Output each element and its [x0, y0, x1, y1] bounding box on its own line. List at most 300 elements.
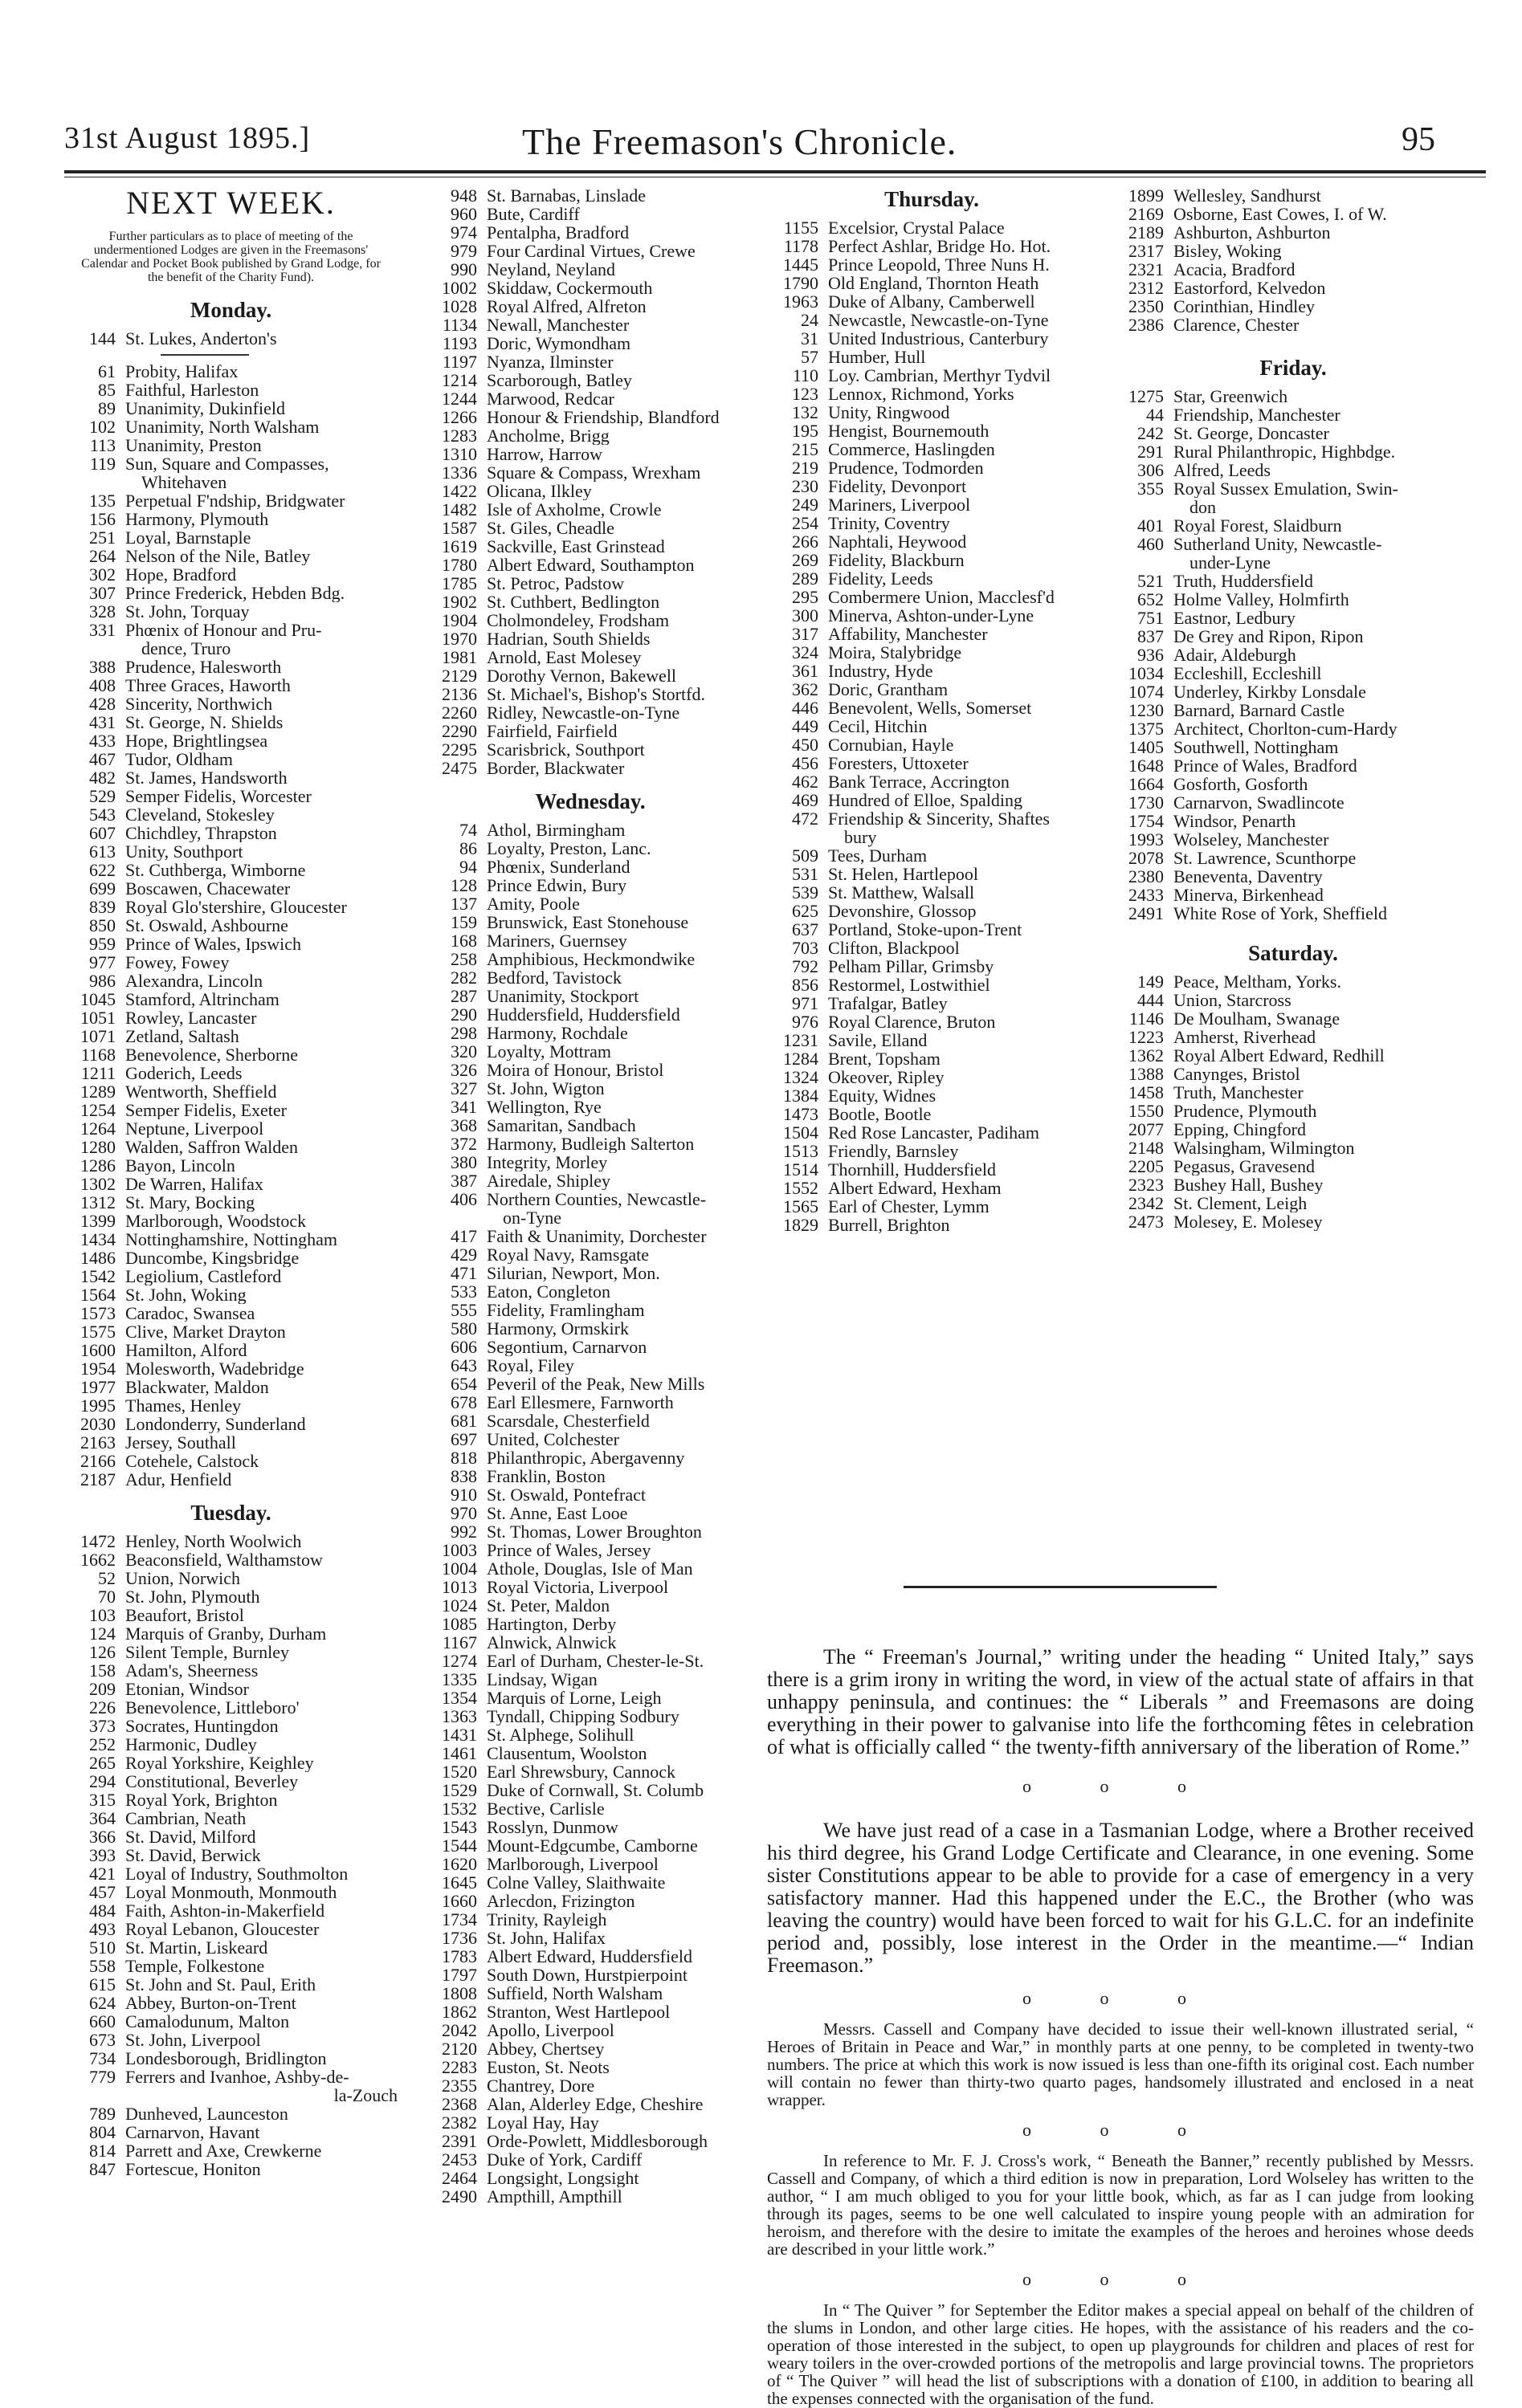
lodge-name: Ridley, Newcastle-on-Tyne	[487, 703, 680, 722]
lodge-entry	[1112, 387, 1474, 405]
lodge-name: Royal York, Brighton	[125, 1791, 278, 1809]
lodge-name: Carnarvon, Havant	[125, 2123, 260, 2141]
lodge-entry	[1112, 479, 1474, 498]
lodge-number: 287	[451, 986, 477, 1006]
lodge-name: Tudor, Oldham	[125, 750, 233, 768]
lodge-number: 1264	[80, 1118, 116, 1139]
lodge-entry	[767, 1049, 1096, 1068]
lodge-name: St. David, Milford	[125, 1827, 256, 1846]
lodge-name: Marquis of Lorne, Leigh	[487, 1689, 662, 1707]
lodge-name: Temple, Folkestone	[125, 1957, 265, 1975]
lodge-entry	[426, 1227, 755, 1245]
lodge-number: 291	[1137, 442, 1164, 462]
lodge-number: 469	[792, 790, 818, 810]
lodge-entry	[426, 205, 755, 223]
lodge-number: 1664	[1128, 774, 1164, 794]
lodge-number: 417	[451, 1226, 477, 1246]
lodge-number: 1504	[783, 1123, 818, 1143]
lodge-name: Nyanza, Ilminster	[487, 352, 614, 371]
lodge-name: Square & Compass, Wrexham	[487, 463, 701, 482]
column-2	[426, 186, 755, 2206]
lodge-number: 1244	[442, 389, 477, 409]
lodge-name: Neyland, Neyland	[487, 260, 616, 279]
lodge-number: 1384	[783, 1086, 818, 1106]
lodge-entry	[426, 1061, 755, 1079]
lodge-number: 1993	[1128, 829, 1164, 850]
lodge-number: 265	[89, 1753, 116, 1773]
lodge-name: Okeover, Ripley	[828, 1068, 945, 1086]
lodge-number: 1970	[442, 629, 477, 649]
lodge-number: 2490	[442, 2186, 477, 2206]
lodge-name: Silurian, Newport, Mon.	[487, 1264, 660, 1282]
lodge-number: 2163	[80, 1432, 116, 1453]
lodge-entry	[64, 2068, 398, 2086]
next-week-heading: NEXT WEEK.	[126, 185, 336, 221]
lodge-number: 681	[451, 1411, 477, 1431]
lodge-name: Colne Valley, Slaithwaite	[487, 1873, 666, 1892]
lodge-number: 251	[89, 528, 116, 548]
lodge-entry	[426, 1726, 755, 1744]
lodge-number: 1167	[442, 1632, 477, 1652]
lodge-entry	[767, 1123, 1096, 1142]
lodge-entry	[64, 972, 398, 990]
section-title-wednesday: Wednesday.	[535, 789, 646, 813]
lodge-entry	[767, 717, 1096, 735]
section-title-friday: Friday.	[1259, 356, 1327, 380]
lodge-entry	[1112, 609, 1474, 627]
lodge-name: Royal Lebanon, Gloucester	[125, 1920, 320, 1938]
lodge-number: 226	[89, 1697, 116, 1717]
lodge-entry	[426, 1153, 755, 1171]
lodge-name: Newcastle, Newcastle-on-Tyne	[828, 311, 1049, 329]
lodge-name: St. Lukes, Anderton's	[125, 329, 277, 348]
lodge-name: Sutherland Unity, Newcastle-	[1173, 535, 1382, 553]
lodge-number: 1797	[442, 1965, 477, 1985]
lodge-name: Perfect Ashlar, Bridge Ho. Hot.	[828, 237, 1051, 255]
lodge-entry	[426, 1652, 755, 1670]
lodge-name: Amherst, Riverhead	[1173, 1028, 1316, 1046]
lodge-name: Brunswick, East Stonehouse	[487, 913, 689, 931]
lodge-number: 847	[89, 2159, 116, 2179]
lodge-name: Doric, Wymondham	[487, 334, 631, 352]
lodge-entry	[64, 2049, 398, 2068]
lodge-number: 1902	[442, 592, 477, 612]
lodge-name: Loyal Hay, Hay	[487, 2113, 599, 2132]
lodge-entry	[767, 846, 1096, 865]
lodge-name: Bayon, Lincoln	[125, 1156, 235, 1175]
lodge-number: 1995	[80, 1395, 116, 1416]
lodge-entry	[64, 1532, 398, 1550]
lodge-name: Bank Terrace, Accrington	[828, 772, 1010, 791]
lodge-entry	[426, 1356, 755, 1375]
article-tasmanian-lodge: We have just read of a case in a Tasmanian Lodge, where a Brother received his third degree, his Grand Lodge Certificate and Clearance, in one evening. Some sister Constitutions appear to be able to provide for a case of emergency in a very satisfactory manner. Had this happened under the E.C., the Brother (who was leaving the country) would have been forced to wait for his G.L.C. for an indefinite period and, possibly, lose interest in the Order in the meantime.—“ Indian Freemason.”	[767, 1819, 1474, 1977]
lodge-entry	[64, 695, 398, 713]
lodge-entry	[64, 381, 398, 399]
lodge-entry	[426, 519, 755, 537]
lodge-name: Abbey, Burton-on-Trent	[125, 1994, 296, 2012]
lodge-name: Cleveland, Stokesley	[125, 805, 275, 824]
lodge-number: 113	[89, 435, 116, 455]
lodge-entry	[1112, 1212, 1474, 1231]
lodge-entry	[1112, 701, 1474, 719]
lodge-entry	[1112, 1157, 1474, 1175]
lodge-number: 1461	[442, 1743, 477, 1763]
header-rule	[64, 170, 1486, 173]
lodge-number: 135	[89, 491, 116, 511]
lodge-name: Philanthropic, Abergavenny	[487, 1448, 685, 1467]
lodge-entry	[426, 1707, 755, 1726]
lodge-name: Huddersfield, Huddersfield	[487, 1005, 680, 1024]
lodge-number: 289	[792, 568, 818, 589]
lodge-entry	[64, 1378, 398, 1396]
lodge-name: Longsight, Longsight	[487, 2169, 639, 2187]
lodge-name: Foresters, Uttoxeter	[828, 754, 969, 772]
lodge-entry	[426, 297, 755, 316]
lodge-entry	[426, 371, 755, 389]
lodge-number: 1354	[442, 1688, 477, 1708]
lodge-number: 158	[89, 1660, 116, 1681]
lodge-entry	[767, 348, 1096, 366]
lodge-entry	[64, 1606, 398, 1624]
lodge-number: 974	[451, 222, 477, 242]
lodge-number: 324	[792, 642, 818, 662]
lodge-entry	[1112, 1102, 1474, 1120]
lodge-number: 1405	[1128, 737, 1164, 757]
lodge-name: St. John and St. Paul, Erith	[125, 1975, 316, 1994]
lodge-name: Burrell, Brighton	[828, 1216, 950, 1234]
lodge-name: Faith, Ashton-in-Makerfield	[125, 1901, 325, 1920]
lodge-number: 124	[89, 1624, 116, 1644]
lodge-entry	[64, 528, 398, 547]
lodge-number: 341	[451, 1097, 477, 1117]
lodge-entry	[1112, 424, 1474, 442]
article-cassell-heroes: Messrs. Cassell and Company have decided to issue their well-known illustrated serial, “ Heroes of Britain in Peace and War,” in monthly parts at one penny, to be completed in twenty-two numbers. The price at which this work is now issued is less than one-fifth its original cost. Each number will contain no fewer than thirty-two quarto pages, handsomely illustrated and enclosed in a neat wrapper.	[767, 2019, 1474, 2109]
lodge-number: 543	[89, 805, 116, 825]
lodge-entry	[767, 1142, 1096, 1160]
lodge-name: St. Lawrence, Scunthorpe	[1173, 849, 1357, 867]
lodge-name: St. Petroc, Padstow	[487, 574, 625, 593]
lodge-number: 625	[792, 901, 818, 921]
lodge-name: Moira of Honour, Bristol	[487, 1061, 664, 1079]
lodge-entry	[767, 569, 1096, 588]
lodge-entry	[426, 1947, 755, 1966]
lodge-entry	[426, 1024, 755, 1042]
lodge-number: 149	[1137, 972, 1164, 992]
lodge-entry	[64, 1680, 398, 1698]
lodge-entry	[64, 1550, 398, 1569]
lodge-number: 457	[89, 1882, 116, 1902]
lodge-number: 1790	[783, 273, 818, 293]
lodge-entry	[64, 805, 398, 824]
lodge-entry	[1112, 867, 1474, 886]
lodge-entry	[426, 1042, 755, 1061]
lodge-number: 2382	[442, 2113, 477, 2133]
lodge-entry	[426, 2169, 755, 2187]
lodge-name: Mariners, Liverpool	[828, 495, 971, 514]
lodge-entry	[426, 839, 755, 858]
lodge-number: 94	[459, 857, 477, 877]
lodge-name: De Moulham, Swanage	[1173, 1009, 1340, 1028]
lodge-name: Lennox, Richmond, Yorks	[828, 385, 1014, 403]
lodge-name: Gosforth, Gosforth	[1173, 775, 1308, 793]
lodge-entry	[426, 1670, 755, 1689]
lodge-number: 960	[451, 204, 477, 224]
lodge-entry: on-Tyne	[503, 1208, 561, 1228]
lodge-entry	[767, 662, 1096, 680]
lodge-number: 372	[451, 1134, 477, 1154]
lodge-number: 1071	[80, 1026, 116, 1046]
lodge-name: Friendship & Sincerity, Shaftes	[828, 809, 1050, 828]
lodge-name: Earl of Durham, Chester-le-St.	[487, 1652, 704, 1670]
lodge-entry	[64, 1772, 398, 1791]
lodge-entry: bury	[844, 827, 877, 847]
lodge-name: Prudence, Halesworth	[125, 658, 282, 676]
lodge-number: 1284	[783, 1049, 818, 1069]
lodge-entry	[1112, 664, 1474, 682]
lodge-number: 1289	[80, 1082, 116, 1102]
lodge-entry	[426, 1929, 755, 1947]
lodge-name: Henley, North Woolwich	[125, 1532, 302, 1550]
lodge-name: Prince of Wales, Bradford	[1173, 756, 1357, 775]
lodge-entry	[64, 2104, 398, 2123]
lodge-name: Corinthian, Hindley	[1173, 297, 1315, 316]
lodge-number: 2380	[1128, 866, 1164, 886]
lodge-entry	[1112, 572, 1474, 590]
lodge-entry	[426, 2150, 755, 2169]
lodge-entry	[64, 1735, 398, 1754]
lodge-name: Bootle, Bootle	[828, 1105, 932, 1123]
lodge-name: Thornhill, Huddersfield	[828, 1160, 996, 1179]
lodge-number: 326	[451, 1060, 477, 1080]
lodge-entry	[426, 1171, 755, 1190]
lodge-number: 315	[89, 1790, 116, 1810]
lodge-name: Dorothy Vernon, Bakewell	[487, 666, 677, 685]
lodge-entry	[1112, 516, 1474, 535]
lodge-name: St. Cuthberga, Wimborne	[125, 861, 306, 879]
lodge-name: Jersey, Southall	[125, 1433, 236, 1452]
lodge-entry	[767, 403, 1096, 422]
lodge-name: Alnwick, Alnwick	[487, 1633, 617, 1652]
lodge-name: Walsingham, Wilmington	[1173, 1139, 1355, 1157]
lodge-number: 1963	[783, 291, 818, 312]
lodge-name: St. John, Liverpool	[125, 2031, 261, 2049]
lodge-entry	[64, 491, 398, 510]
lodge-entry	[426, 408, 755, 426]
lodge-number: 123	[792, 384, 818, 404]
lodge-name: Beneventa, Daventry	[1173, 867, 1323, 886]
lodge-number: 789	[89, 2104, 116, 2124]
lodge-name: Royal Glo'stershire, Gloucester	[125, 898, 347, 916]
lodge-entry	[767, 994, 1096, 1013]
lodge-name: Truth, Huddersfield	[1173, 572, 1313, 590]
lodge-entry	[426, 445, 755, 463]
lodge-number: 792	[792, 956, 818, 976]
article-beneath-the-banner: In reference to Mr. F. J. Cross's work, “ Beneath the Banner,” recently published by Messrs. Cassell and Company, of which a third edition is now in preparation, Lord Wolseley has written to the author, “ I am much obliged to you for your little book, which, as far as I can judge from looking through its pages, seems to be one well calculated to inspire young people with an admiration for heroism, and therefore with the desire to imitate the examples of the heroes and heroines whose deeds are described in your little work.”	[767, 2151, 1474, 2259]
lodge-entry	[767, 939, 1096, 957]
lodge-name: Newall, Manchester	[487, 316, 630, 334]
lodge-number: 2317	[1128, 241, 1164, 261]
lodge-number: 388	[89, 657, 116, 677]
lodge-number: 1620	[442, 1854, 477, 1874]
lodge-number: 1734	[442, 1909, 477, 1929]
lodge-name: De Grey and Ripon, Ripon	[1173, 627, 1364, 646]
lodge-number: 1445	[783, 255, 818, 275]
lodge-entry	[767, 1068, 1096, 1086]
lodge-entry	[64, 1452, 398, 1470]
lodge-number: 298	[451, 1023, 477, 1043]
lodge-entry	[1112, 1194, 1474, 1212]
lodge-entry	[64, 750, 398, 768]
lodge-number: 1565	[783, 1196, 818, 1216]
lodge-name: Fowey, Fowey	[125, 953, 230, 972]
lodge-number: 433	[89, 731, 116, 751]
lodge-name: Mariners, Guernsey	[487, 931, 627, 950]
lodge-number: 219	[792, 458, 818, 478]
lodge-name: Loyal Monmouth, Monmouth	[125, 1883, 337, 1901]
lodge-entry	[64, 1717, 398, 1735]
lodge-number: 1155	[783, 218, 818, 238]
column-3	[767, 186, 1096, 1234]
lodge-name: Athol, Birmingham	[487, 821, 626, 839]
lodge-name: Marquis of Granby, Durham	[125, 1624, 327, 1643]
lodge-number: 1730	[1128, 792, 1164, 813]
lodge-name: Integrity, Morley	[487, 1153, 608, 1171]
lodge-entry	[64, 602, 398, 621]
lodge-number: 1808	[442, 1983, 477, 2003]
lodge-number: 624	[89, 1993, 116, 2013]
lodge-name: Sun, Square and Compasses,	[125, 454, 329, 473]
list-divider	[161, 354, 249, 356]
lodge-entry	[64, 990, 398, 1008]
lodge-name: Prudence, Todmorden	[828, 458, 984, 477]
lodge-number: 408	[89, 675, 116, 695]
lodge-number: 307	[89, 583, 116, 603]
lodge-number: 2187	[80, 1469, 116, 1489]
lodge-number: 779	[89, 2067, 116, 2087]
lodge-number: 428	[89, 694, 116, 714]
lodge-entry	[426, 1448, 755, 1467]
lodge-name: St. Michael's, Bishop's Stortfd.	[487, 685, 705, 703]
lodge-entry	[64, 1230, 398, 1249]
lodge-number: 1899	[1128, 185, 1164, 206]
lodge-number: 327	[451, 1078, 477, 1098]
lodge-number: 979	[451, 241, 477, 261]
lodge-entry	[1112, 1009, 1474, 1028]
lodge-name: Molesworth, Wadebridge	[125, 1359, 304, 1378]
lodge-entry	[1112, 442, 1474, 461]
lodge-entry	[767, 883, 1096, 902]
lodge-entry	[1112, 242, 1474, 260]
lodge-name: Devonshire, Glossop	[828, 902, 977, 920]
lodge-name: Ferrers and Ivanhoe, Ashby-de-	[125, 2068, 349, 2086]
lodge-number: 2189	[1128, 222, 1164, 242]
lodge-number: 539	[792, 882, 818, 902]
lodge-entry	[767, 422, 1096, 440]
lodge-entry	[767, 902, 1096, 920]
lodge-name: Trinity, Coventry	[828, 514, 950, 532]
lodge-entry	[64, 1754, 398, 1772]
lodge-name: Trinity, Rayleigh	[487, 1910, 607, 1929]
lodge-entry	[64, 1285, 398, 1304]
lodge-number: 2260	[442, 703, 477, 723]
lodge-name: Thames, Henley	[125, 1396, 242, 1415]
lodge-number: 302	[89, 564, 116, 585]
lodge-number: 144	[89, 328, 116, 348]
lodge-entry	[1112, 1065, 1474, 1083]
lodge-entry: under-Lyne	[1189, 552, 1271, 572]
lodge-number: 814	[89, 2141, 116, 2161]
lodge-number: 1472	[80, 1531, 116, 1551]
lodge-name: Alexandra, Lincoln	[125, 972, 263, 990]
lodge-name: Prince Edwin, Bury	[487, 876, 627, 894]
lodge-number: 1619	[442, 536, 477, 556]
lodge-name: St. Matthew, Walsall	[828, 883, 975, 902]
lodge-number: 2321	[1128, 259, 1164, 279]
lodge-number: 1336	[442, 462, 477, 483]
lodge-number: 850	[89, 915, 116, 935]
lodge-entry	[1112, 186, 1474, 205]
lodge-number: 362	[792, 679, 818, 699]
lodge-name: Unanimity, Dukinfield	[125, 399, 285, 418]
lodge-number: 936	[1137, 645, 1164, 665]
lodge-number: 1473	[783, 1104, 818, 1124]
lodge-entry	[64, 1957, 398, 1975]
lodge-entry	[767, 865, 1096, 883]
lodge-entry	[64, 1415, 398, 1433]
lodge-number: 1003	[442, 1540, 477, 1560]
lodge-entry	[426, 968, 755, 987]
lodge-number: 258	[451, 949, 477, 969]
lodge-name: Peveril of the Peak, New Mills	[487, 1375, 705, 1393]
lodge-name: Bisley, Woking	[1173, 242, 1282, 260]
lodge-name: Adair, Aldeburgh	[1173, 646, 1296, 664]
lodge-number: 1013	[442, 1577, 477, 1597]
lodge-entry	[1112, 972, 1474, 991]
lodge-number: 1529	[442, 1780, 477, 1800]
lodge-entry	[767, 218, 1096, 237]
lodge-name: Marlborough, Woodstock	[125, 1212, 307, 1230]
lodge-entry	[64, 436, 398, 454]
lodge-entry	[767, 477, 1096, 495]
lodge-name: Semper Fidelis, Exeter	[125, 1101, 288, 1119]
lodge-entry	[64, 1975, 398, 1994]
lodge-number: 1280	[80, 1137, 116, 1157]
lodge-number: 1168	[80, 1045, 116, 1065]
lodge-entry	[426, 1245, 755, 1264]
lodge-entry	[64, 1341, 398, 1359]
lodge-number: 156	[89, 509, 116, 529]
lodge-number: 2169	[1128, 204, 1164, 224]
lodge-entry	[64, 935, 398, 953]
lodge-entry	[1112, 738, 1474, 756]
lodge-number: 606	[451, 1337, 477, 1357]
lodge-number: 449	[792, 716, 818, 736]
lodge-name: Holme Valley, Holmfirth	[1173, 590, 1349, 609]
lodge-number: 366	[89, 1827, 116, 1847]
lodge-entry	[426, 740, 755, 759]
lodge-name: St. Anne, East Looe	[487, 1504, 628, 1522]
lodge-entry	[1112, 682, 1474, 701]
lodge-entry	[426, 1098, 755, 1116]
lodge-number: 471	[451, 1263, 477, 1283]
lodge-entry	[1112, 1083, 1474, 1102]
lodge-number: 1575	[80, 1322, 116, 1342]
lodge-entry	[426, 1689, 755, 1707]
lodge-number: 1977	[80, 1377, 116, 1397]
lodge-name: Sackville, East Grinstead	[487, 537, 665, 556]
lodge-entry	[767, 385, 1096, 403]
lodge-number: 970	[451, 1503, 477, 1523]
